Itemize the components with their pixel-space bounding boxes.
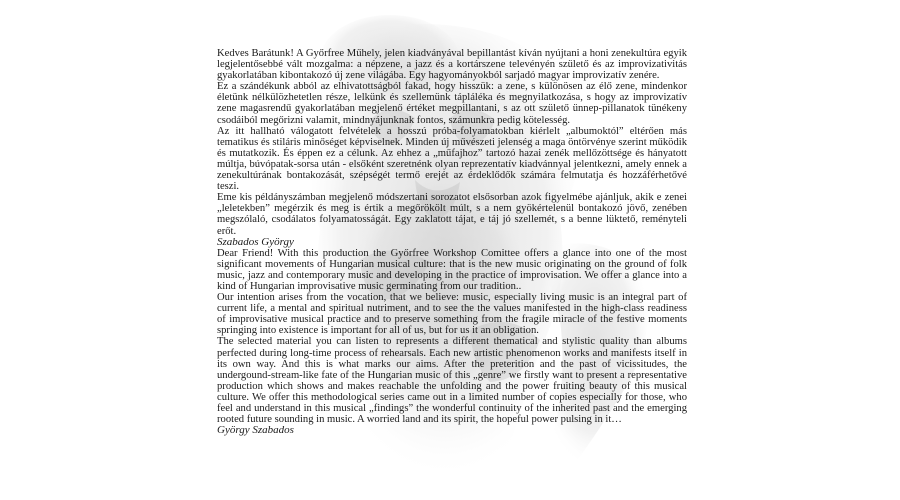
hungarian-paragraph: Ez a szándékunk abból az elhivatottságból fakad, hogy hisszük: a zene, s különösen az élő zene, mindenkor életünk nélkülözhetetlen része, lelkünk és szellemünk tápláléka és megnyilatkozása, s hogy az improvizatív zene magasrendű gyakorlatában megjelenő értéket megpillantani, s az ott születő ünnep-pillanatok tünékeny csodáiból megőrizni valamit, mindnyájunknak fontos, számunkra pedig kötelesség. (217, 81, 687, 126)
liner-notes (217, 48, 687, 436)
english-paragraph: The selected material you can listen to represents a different thematical and stylistic quality than albums perfected during long-time process of rehearsals. Each new artistic phenomenon works and manifests itself in its own way. And this is what marks our aims. After the preterition and the past of vicissitudes, the undergound-stream-like fate of the Hungarian music of this „genre” we firstly want to present a representative production which shows and makes reachable the unfolding and the power fruiting beauty of this musical culture. We offer this methodological series came out in a limited number of copies especially for those, who feel and understand in this musical „findings” the wonderful continuity of the inherited past and the emerging rooted future sounding in music. A worried land and its spirit, the hopeful power pulsing in it… (217, 336, 687, 426)
english-paragraph: Dear Friend! With this production the Győrfree Workshop Comittee offers a glance into one of the most significant movements of Hungarian musical culture: that is the new music originating on the ground of folk music, jazz and contemporary music and developing in the practice of improvisation. We offer a glance into a kind of Hungarian improvisative music germinating from our tradition.. (217, 247, 687, 292)
hungarian-paragraph: Eme kis példányszámban megjelenő módszertani sorozatot elsősorban azok figyelmébe ajánljuk, akik e zenei „leletekben” megérzik és meg is értik a megőrökölt múlt, s a nem gyökértelenül bontakozó jövő, zenében megszólaló, csodálatos folyamatosságát. Egy zaklatott tájat, e táj jó szellemét, s a benne lüktető, reményteli erőt. (217, 192, 687, 237)
hungarian-paragraph: Kedves Barátunk! A Győrfree Műhely, jelen kiadványával bepillantást kíván nyújtani a honi zenekultúra egyik legjelentősebbé vált mozgalma: a népzene, a jazz és a kortárszene televényén születő és az improvizativitás gyakorlatában kibontakozó új zene világába. Egy hagyományokból sarjadó magyar improvizatív zenére. (217, 48, 687, 82)
hungarian-signature: Szabados György (217, 235, 294, 248)
hungarian-paragraph: Az itt hallható válogatott felvételek a hosszú próba-folyamatokban kiérlelt „albumoktól” eltérően más tematikus és stiláris minőséget képviselnek. Minden új művészeti jelenség a maga öntörvénye szerint működik és mutatkozik. És éppen ez a célunk. Az ehhez a „műfajhoz” tartozó hazai zenék mellőzöttsége és hányatott múltja, búvópatak-sorsa után - elsőként szeretnénk olyan reprezentatív kiadvánnyal jelentkezni, amely ennek a zenekultúrának bontakozását, szépségét termő erejét az érdeklődők számára felmutatja és hozzáférhetővé teszi. (217, 125, 687, 193)
hungarian-section (217, 48, 687, 248)
english-paragraph: Our intention arises from the vocation, that we believe: music, especially living music is an integral part of current life, a mental and spiritual nutriment, and to see the the values manifested in the high-class readiness of improvisative musical practice and to preserve something from the fragile miracle of the festive moments springing into existence is important for all of us, but for us it an obligation. (217, 292, 687, 337)
english-signature: György Szabados (217, 424, 294, 437)
english-section (217, 248, 687, 437)
